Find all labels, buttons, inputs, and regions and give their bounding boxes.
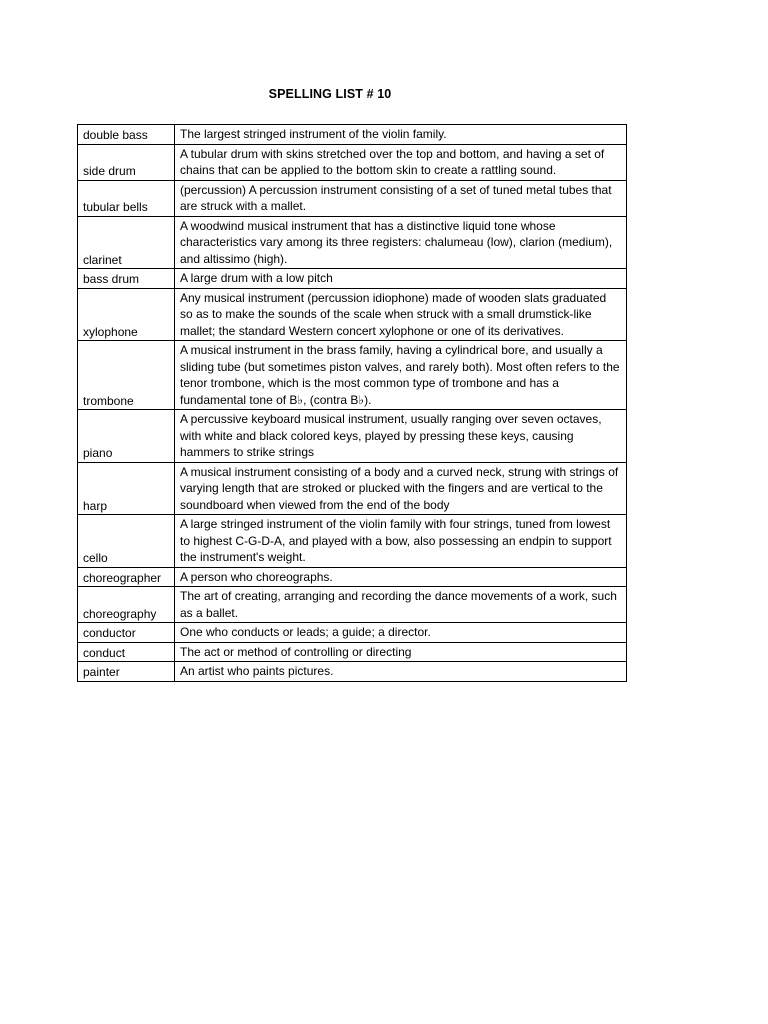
spelling-definition: A large stringed instrument of the violin family with four strings, tuned from lowest to highest C-G-D-A, and played with a bow, also possessing an endpin to support the instrument's weight. [175, 515, 627, 568]
table-row [78, 216, 627, 269]
spelling-word: double bass [78, 125, 175, 145]
spelling-word: conduct [78, 642, 175, 662]
spelling-word: choreographer [78, 567, 175, 587]
table-row [78, 288, 627, 341]
spelling-word: painter [78, 662, 175, 682]
spelling-definition: Any musical instrument (percussion idiophone) made of wooden slats graduated so as to make the sounds of the scale when struck with a small drumstick-like mallet; the standard Western concert xylophone or one of its derivatives. [175, 288, 627, 341]
table-row [78, 587, 627, 623]
spelling-word: clarinet [78, 216, 175, 269]
spelling-word: xylophone [78, 288, 175, 341]
table-row [78, 341, 627, 410]
spelling-definition: A musical instrument consisting of a body and a curved neck, strung with strings of varying length that are stroked or plucked with the fingers and are vertical to the soundboard when viewed from the end of the body [175, 462, 627, 515]
table-row [78, 623, 627, 643]
spelling-word: tubular bells [78, 180, 175, 216]
table-row [78, 662, 627, 682]
spelling-word: piano [78, 410, 175, 463]
spelling-word: side drum [78, 144, 175, 180]
page-title: SPELLING LIST # 10 [268, 87, 392, 101]
table-row [78, 410, 627, 463]
table-row [78, 642, 627, 662]
spelling-definition: A musical instrument in the brass family, having a cylindrical bore, and usually a sliding tube (but sometimes piston valves, and rarely both). Most often refers to the tenor trombone, which is the most common type of trombone and has a fundamental tone of B♭, (contra B♭). [175, 341, 627, 410]
spelling-word: cello [78, 515, 175, 568]
spelling-word: conductor [78, 623, 175, 643]
spelling-definition: The art of creating, arranging and recording the dance movements of a work, such as a ballet. [175, 587, 627, 623]
spelling-definition: A percussive keyboard musical instrument, usually ranging over seven octaves, with white and black colored keys, played by pressing these keys, causing hammers to strike strings [175, 410, 627, 463]
spelling-definition: The largest stringed instrument of the violin family. [175, 125, 627, 145]
table-row [78, 269, 627, 289]
spelling-definition: An artist who paints pictures. [175, 662, 627, 682]
spelling-word: harp [78, 462, 175, 515]
spelling-word: bass drum [78, 269, 175, 289]
spelling-word: choreography [78, 587, 175, 623]
spelling-definition: A woodwind musical instrument that has a distinctive liquid tone whose characteristics vary among its three registers: chalumeau (low), clarion (medium), and altissimo (high). [175, 216, 627, 269]
table-row [78, 144, 627, 180]
spelling-word: trombone [78, 341, 175, 410]
spelling-table [77, 124, 627, 682]
spelling-definition: The act or method of controlling or directing [175, 642, 627, 662]
spelling-definition: (percussion) A percussion instrument consisting of a set of tuned metal tubes that are struck with a mallet. [175, 180, 627, 216]
table-row [78, 515, 627, 568]
spelling-table-body [78, 125, 627, 682]
spelling-definition: One who conducts or leads; a guide; a director. [175, 623, 627, 643]
table-row [78, 462, 627, 515]
spelling-definition: A tubular drum with skins stretched over the top and bottom, and having a set of chains that can be applied to the bottom skin to create a rattling sound. [175, 144, 627, 180]
table-row [78, 180, 627, 216]
table-row [78, 567, 627, 587]
table-row [78, 125, 627, 145]
spelling-definition: A person who choreographs. [175, 567, 627, 587]
spelling-definition: A large drum with a low pitch [175, 269, 627, 289]
